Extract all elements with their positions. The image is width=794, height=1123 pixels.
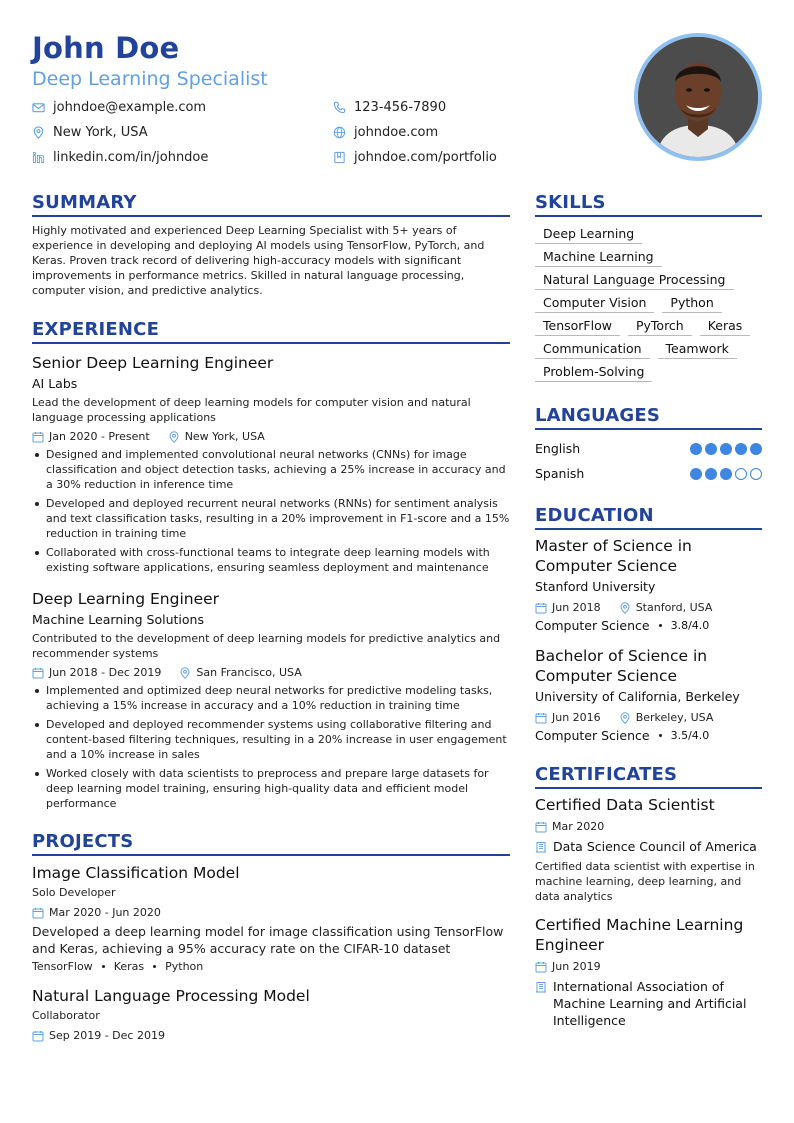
skill-tag: TensorFlow (535, 317, 620, 336)
achievement-item: Collaborated with cross-functional teams to integrate deep learning models with existing software applications, ensuring seamless deployment and maintenance (32, 545, 510, 575)
job-meta (32, 429, 510, 444)
calendar-icon (535, 602, 547, 614)
building-icon (535, 841, 547, 853)
globe-icon (333, 126, 346, 139)
proficiency-dot (705, 443, 717, 455)
project-title: Natural Language Processing Model (32, 987, 310, 1005)
calendar-icon (535, 712, 547, 724)
location-pin-icon (179, 667, 191, 679)
achievement-item: Designed and implemented convolutional neural networks (CNNs) for image classification and object detection tasks, achieving a 25% increase in accuracy and a 30% reduction in inference time (32, 447, 510, 492)
project-description: Developed a deep learning model for image classification using TensorFlow and Keras, achieving a 95% accuracy rate on the CIFAR-10 dataset (32, 924, 504, 956)
skills-list (535, 225, 767, 386)
education-meta (535, 710, 762, 725)
certificate-meta (535, 959, 762, 974)
job-description: Lead the development of deep learning models for computer vision and natural language processing applications (32, 396, 471, 424)
achievement-item: Worked closely with data scientists to preprocess and prepare large datasets for deep learning model training, ensuring high-quality data and efficient model performance (32, 766, 510, 811)
skill-tag: Machine Learning (535, 248, 662, 267)
proficiency-dot (735, 468, 747, 480)
certificate-meta (535, 819, 762, 834)
experience-heading: EXPERIENCE (32, 319, 510, 344)
proficiency-dot (690, 468, 702, 480)
proficiency-dot (705, 468, 717, 480)
certificate-issuer (535, 978, 762, 1029)
project-role: Solo Developer (32, 886, 116, 899)
project-tag: Keras (113, 960, 145, 973)
job-achievements (32, 447, 510, 575)
location-text: New York, USA (53, 125, 148, 140)
email-text: johndoe@example.com (53, 100, 207, 115)
certificate-issuer (535, 838, 762, 855)
certificate-title: Certified Data Scientist (535, 796, 715, 814)
skill-tag: Deep Learning (535, 225, 642, 244)
proficiency-dot (735, 443, 747, 455)
project-tags (32, 960, 510, 973)
project-entry (32, 985, 510, 1043)
mail-icon (32, 101, 45, 114)
education-location: Berkeley, USA (635, 711, 714, 724)
field-of-study: Computer Science (535, 618, 650, 633)
website-text: johndoe.com (354, 125, 439, 140)
phone-icon (333, 101, 346, 114)
achievement-item: Implemented and optimized deep neural networks for predictive modeling tasks, achieving a 15% increase in accuracy and a 10% reduction in training time (32, 683, 510, 713)
project-role: Collaborator (32, 1009, 100, 1022)
summary-text: Highly motivated and experienced Deep Learning Specialist with 5+ years of experience in developing and deploying AI models using TensorFlow, PyTorch, and Keras. Proven track record of delivering high-accuracy models with significant improvements in performance metrics. Skilled in natural language processing, computer vision, and predictive analytics. (32, 224, 485, 297)
proficiency-dot (720, 468, 732, 480)
job-company: AI Labs (32, 376, 78, 391)
certificate-description: Certified data scientist with expertise in machine learning, deep learning, and data analytics (535, 860, 755, 903)
education-field (535, 728, 762, 743)
language-row (535, 436, 762, 461)
proficiency-dot (720, 443, 732, 455)
project-tag: TensorFlow (32, 960, 93, 973)
project-title: Image Classification Model (32, 864, 240, 882)
portfolio-bookmark-icon (333, 151, 346, 164)
proficiency-dot (750, 468, 762, 480)
skill-tag: Communication (535, 340, 650, 359)
certificates-heading: CERTIFICATES (535, 764, 762, 789)
certificate-date: Jun 2019 (552, 960, 601, 973)
portfolio-text: johndoe.com/portfolio (354, 150, 497, 165)
certificate-entry (535, 915, 762, 1029)
location-pin-icon (168, 431, 180, 443)
proficiency-dot (690, 443, 702, 455)
calendar-icon (32, 907, 44, 919)
school-name: Stanford University (535, 579, 656, 594)
field-of-study: Computer Science (535, 728, 650, 743)
languages-heading: LANGUAGES (535, 405, 762, 430)
contact-website[interactable] (333, 125, 438, 140)
contact-location (32, 125, 148, 140)
job-entry (32, 588, 510, 811)
skill-tag: PyTorch (628, 317, 692, 336)
summary-heading: SUMMARY (32, 192, 510, 217)
job-company: Machine Learning Solutions (32, 612, 204, 627)
education-location: Stanford, USA (635, 601, 713, 614)
job-achievements (32, 683, 510, 811)
job-dates: Jun 2018 - Dec 2019 (49, 666, 162, 679)
education-field (535, 618, 762, 633)
education-meta (535, 600, 762, 615)
language-name: English (535, 441, 581, 456)
project-entry (32, 862, 510, 973)
issuer-name: International Association of Machine Learning and Artificial Intelligence (553, 979, 747, 1028)
job-title: Senior Deep Learning Engineer (32, 354, 274, 372)
issuer-name: Data Science Council of America (553, 839, 757, 854)
language-level-dots (687, 443, 762, 455)
degree-title: Bachelor of Science in Computer Science (535, 647, 708, 685)
profile-photo (634, 33, 762, 161)
calendar-icon (32, 667, 44, 679)
project-meta (32, 905, 510, 920)
projects-heading: PROJECTS (32, 831, 510, 856)
right-column (535, 192, 762, 1029)
phone-text: 123-456-7890 (354, 100, 447, 115)
achievement-item: Developed and deployed recurrent neural networks (RNNs) for sentiment analysis and text classification tasks, resulting in a 20% improvement in F1-score and a 15% reduction in training time (32, 496, 510, 541)
education-entry (535, 536, 762, 633)
job-description: Contributed to the development of deep learning models for predictive analytics and recommender systems (32, 632, 501, 660)
skill-tag: Keras (700, 317, 751, 336)
degree-title: Master of Science in Computer Science (535, 537, 692, 575)
job-location: New York, USA (184, 430, 265, 443)
calendar-icon (32, 431, 44, 443)
contact-linkedin[interactable] (32, 150, 208, 165)
certificate-title: Certified Machine Learning Engineer (535, 916, 744, 954)
education-entry (535, 646, 762, 743)
education-heading: EDUCATION (535, 505, 762, 530)
skill-tag: Natural Language Processing (535, 271, 734, 290)
school-name: University of California, Berkeley (535, 689, 740, 704)
skill-tag: Computer Vision (535, 294, 654, 313)
calendar-icon (535, 821, 547, 833)
project-dates: Mar 2020 - Jun 2020 (49, 906, 161, 919)
language-name: Spanish (535, 466, 585, 481)
job-entry (32, 352, 510, 575)
linkedin-text: linkedin.com/in/johndoe (53, 150, 209, 165)
certificate-entry (535, 795, 762, 904)
job-dates: Jan 2020 - Present (49, 430, 150, 443)
location-pin-icon (32, 126, 45, 139)
achievement-item: Developed and deployed recommender systems using collaborative filtering and content-based filtering techniques, resulting in a 20% increase in user engagement and a 10% increase in sales (32, 717, 510, 762)
calendar-icon (32, 1030, 44, 1042)
location-pin-icon (619, 602, 631, 614)
contact-portfolio[interactable] (333, 150, 497, 165)
left-column (32, 192, 510, 1043)
project-meta (32, 1028, 510, 1043)
skill-tag: Problem-Solving (535, 363, 652, 382)
skills-heading: SKILLS (535, 192, 762, 217)
calendar-icon (535, 961, 547, 973)
job-title: Deep Learning Engineer (32, 590, 220, 608)
gpa: 3.8/4.0 (670, 619, 710, 632)
contact-phone[interactable] (333, 100, 446, 115)
project-dates: Sep 2019 - Dec 2019 (49, 1029, 165, 1042)
job-location: San Francisco, USA (196, 666, 302, 679)
linkedin-icon (32, 151, 45, 164)
contact-email[interactable] (32, 100, 206, 115)
language-level-dots (687, 468, 762, 480)
job-meta (32, 665, 510, 680)
skill-tag: Python (662, 294, 721, 313)
skill-tag: Teamwork (658, 340, 737, 359)
certificate-date: Mar 2020 (552, 820, 605, 833)
project-tag: Python (165, 960, 204, 973)
candidate-name: John Doe (32, 31, 180, 65)
location-pin-icon (619, 712, 631, 724)
candidate-role: Deep Learning Specialist (32, 68, 268, 90)
gpa: 3.5/4.0 (670, 729, 710, 742)
education-date: Jun 2018 (552, 601, 601, 614)
education-date: Jun 2016 (552, 711, 601, 724)
language-row (535, 461, 762, 486)
proficiency-dot (750, 443, 762, 455)
building-icon (535, 981, 547, 993)
